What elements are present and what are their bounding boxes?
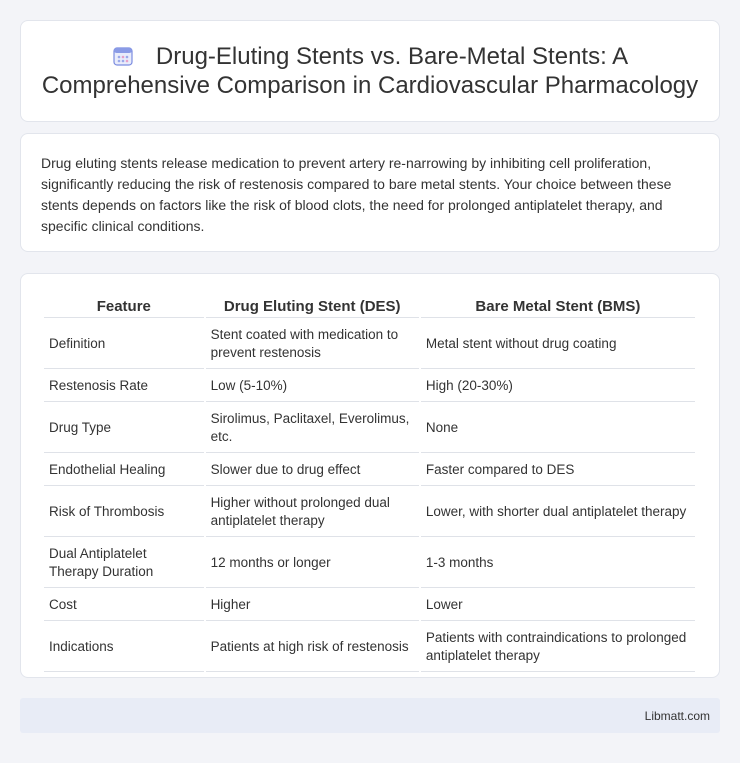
feature-cell: Cost — [44, 590, 204, 621]
table-row — [44, 623, 695, 672]
intro-card — [20, 133, 720, 252]
table-row — [44, 371, 695, 402]
des-cell: Sirolimus, Paclitaxel, Everolimus, etc. — [206, 404, 419, 453]
footer-site-link[interactable]: Libmatt.com — [644, 708, 710, 723]
comparison-table — [42, 294, 697, 674]
feature-cell: Indications — [44, 623, 204, 672]
footer — [20, 698, 720, 733]
bms-cell: Lower, with shorter dual antiplatelet therapy — [421, 488, 695, 537]
des-cell: Higher — [206, 590, 419, 621]
table-row — [44, 539, 695, 588]
des-cell: Slower due to drug effect — [206, 455, 419, 486]
bms-cell: High (20-30%) — [421, 371, 695, 402]
feature-cell: Endothelial Healing — [44, 455, 204, 486]
bms-cell: None — [421, 404, 695, 453]
calendar-icon — [112, 45, 134, 67]
page-title — [41, 42, 699, 100]
column-header-des: Drug Eluting Stent (DES) — [206, 296, 419, 318]
feature-cell: Drug Type — [44, 404, 204, 453]
table-header-row — [44, 296, 695, 318]
column-header-bms: Bare Metal Stent (BMS) — [421, 296, 695, 318]
feature-cell: Risk of Thrombosis — [44, 488, 204, 537]
table-row — [44, 320, 695, 369]
column-header-feature: Feature — [44, 296, 204, 318]
feature-cell: Dual Antiplatelet Therapy Duration — [44, 539, 204, 588]
bms-cell: Patients with contraindications to prolonged antiplatelet therapy — [421, 623, 695, 672]
table-row — [44, 590, 695, 621]
feature-cell: Restenosis Rate — [44, 371, 204, 402]
bms-cell: Faster compared to DES — [421, 455, 695, 486]
des-cell: 12 months or longer — [206, 539, 419, 588]
des-cell: Patients at high risk of restenosis — [206, 623, 419, 672]
title-card — [20, 20, 720, 122]
feature-cell: Definition — [44, 320, 204, 369]
title-text: Drug-Eluting Stents vs. Bare-Metal Stents: A Comprehensive Comparison in Cardiovascular Pharmacology — [41, 43, 699, 99]
table-row — [44, 455, 695, 486]
des-cell: Stent coated with medication to prevent restenosis — [206, 320, 419, 369]
bms-cell: Lower — [421, 590, 695, 621]
des-cell: Higher without prolonged dual antiplatelet therapy — [206, 488, 419, 537]
table-row — [44, 488, 695, 537]
table-row — [44, 404, 695, 453]
intro-paragraph: Drug eluting stents release medication to prevent artery re-narrowing by inhibiting cell proliferation, significantly reducing the risk of restenosis compared to bare metal stents. Your choice between these stents depends on factors like the risk of blood clots, the need for prolonged antiplatelet therapy, and specific clinical conditions. — [41, 155, 672, 234]
bms-cell: Metal stent without drug coating — [421, 320, 695, 369]
comparison-table-card — [20, 273, 720, 678]
des-cell: Low (5-10%) — [206, 371, 419, 402]
bms-cell: 1-3 months — [421, 539, 695, 588]
